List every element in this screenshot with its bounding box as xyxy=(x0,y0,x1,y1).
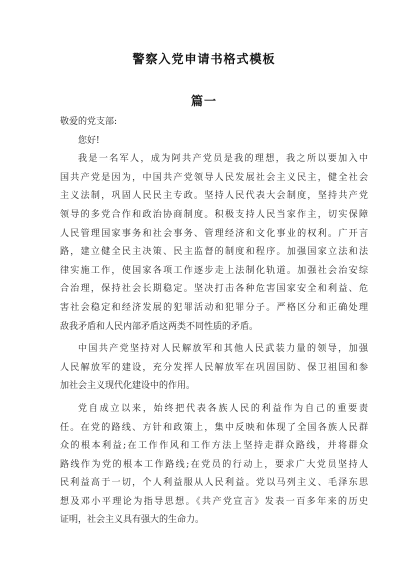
salutation: 敬爱的党支部: xyxy=(60,117,118,127)
paragraph-line: 路，建立健全民主决策、民主监督的制度和程序。加强国家立法和法 xyxy=(60,247,368,258)
paragraph-1 xyxy=(60,150,368,336)
paragraph-3 xyxy=(60,400,368,530)
paragraph-line: 合治理，保持社会长期稳定。坚决打击各种危害国家安全和利益、危 xyxy=(60,284,368,295)
paragraph-line: 人民解放军的建设，充分发挥人民解放军在巩固国防、保卫祖国和参 xyxy=(60,362,368,373)
paragraph-line: 加社会主义现代化建设中的作用。 xyxy=(60,381,196,392)
paragraph-line: 民利益高于一切，个人利益服从人民利益。党以马列主义、毛泽东思 xyxy=(60,478,368,489)
paragraph-line: 任。在党的路线、方针和政策上，集中反映和体现了全国各族人民群 xyxy=(60,422,368,433)
paragraph-line: 证明，社会主义具有强大的生命力。 xyxy=(60,515,205,526)
paragraph-line: 害社会稳定和经济发展的犯罪活动和犯罪分子。严格区分和正确处理 xyxy=(60,302,368,313)
paragraph-line: 众的根本利益;在工作作风和工作方法上坚持走群众路线，并将群众 xyxy=(60,441,368,452)
paragraph-line: 领导的多党合作和政治协商制度。积极支持人民当家作主，切实保障 xyxy=(60,209,368,220)
paragraph-line: 敌我矛盾和人民内部矛盾这两类不同性质的矛盾。 xyxy=(60,321,259,332)
paragraph-2 xyxy=(60,340,368,396)
document-body xyxy=(60,113,368,530)
paragraph-line: 想及邓小平理论为指导思想。《共产党宣言》发表一百多年来的历史 xyxy=(60,496,368,507)
document-title: 警察入党申请书格式模板 xyxy=(132,52,276,66)
paragraph-line: 国共产党是因为，中国共产党领导人民发展社会主义民主，健全社会 xyxy=(60,172,368,183)
paragraph-line: 路线作为党的根本工作路线;在党员的行动上，要求广大党员坚持人 xyxy=(60,459,368,470)
paragraph-line: 党自成立以来，始终把代表各族人民的利益作为自己的重要责 xyxy=(78,403,368,414)
paragraph-line: 律实施工作，使国家各项工作逐步走上法制化轨道。加强社会治安综 xyxy=(60,265,368,276)
greeting: 您好! xyxy=(78,135,100,146)
section-heading: 篇一 xyxy=(190,94,217,108)
paragraph-line: 主义法制，巩固人民民主专政。坚持人民代表大会制度，坚持共产党 xyxy=(60,191,368,202)
paragraph-line: 人民管理国家事务和社会事务、管理经济和文化事业的权利。广开言 xyxy=(60,228,368,239)
paragraph-line: 我是一名军人，成为阿共产党员是我的理想，我之所以要加入中 xyxy=(78,154,368,165)
paragraph-line: 中国共产党坚持对人民解放军和其他人民武装力量的领导，加强 xyxy=(78,344,368,355)
